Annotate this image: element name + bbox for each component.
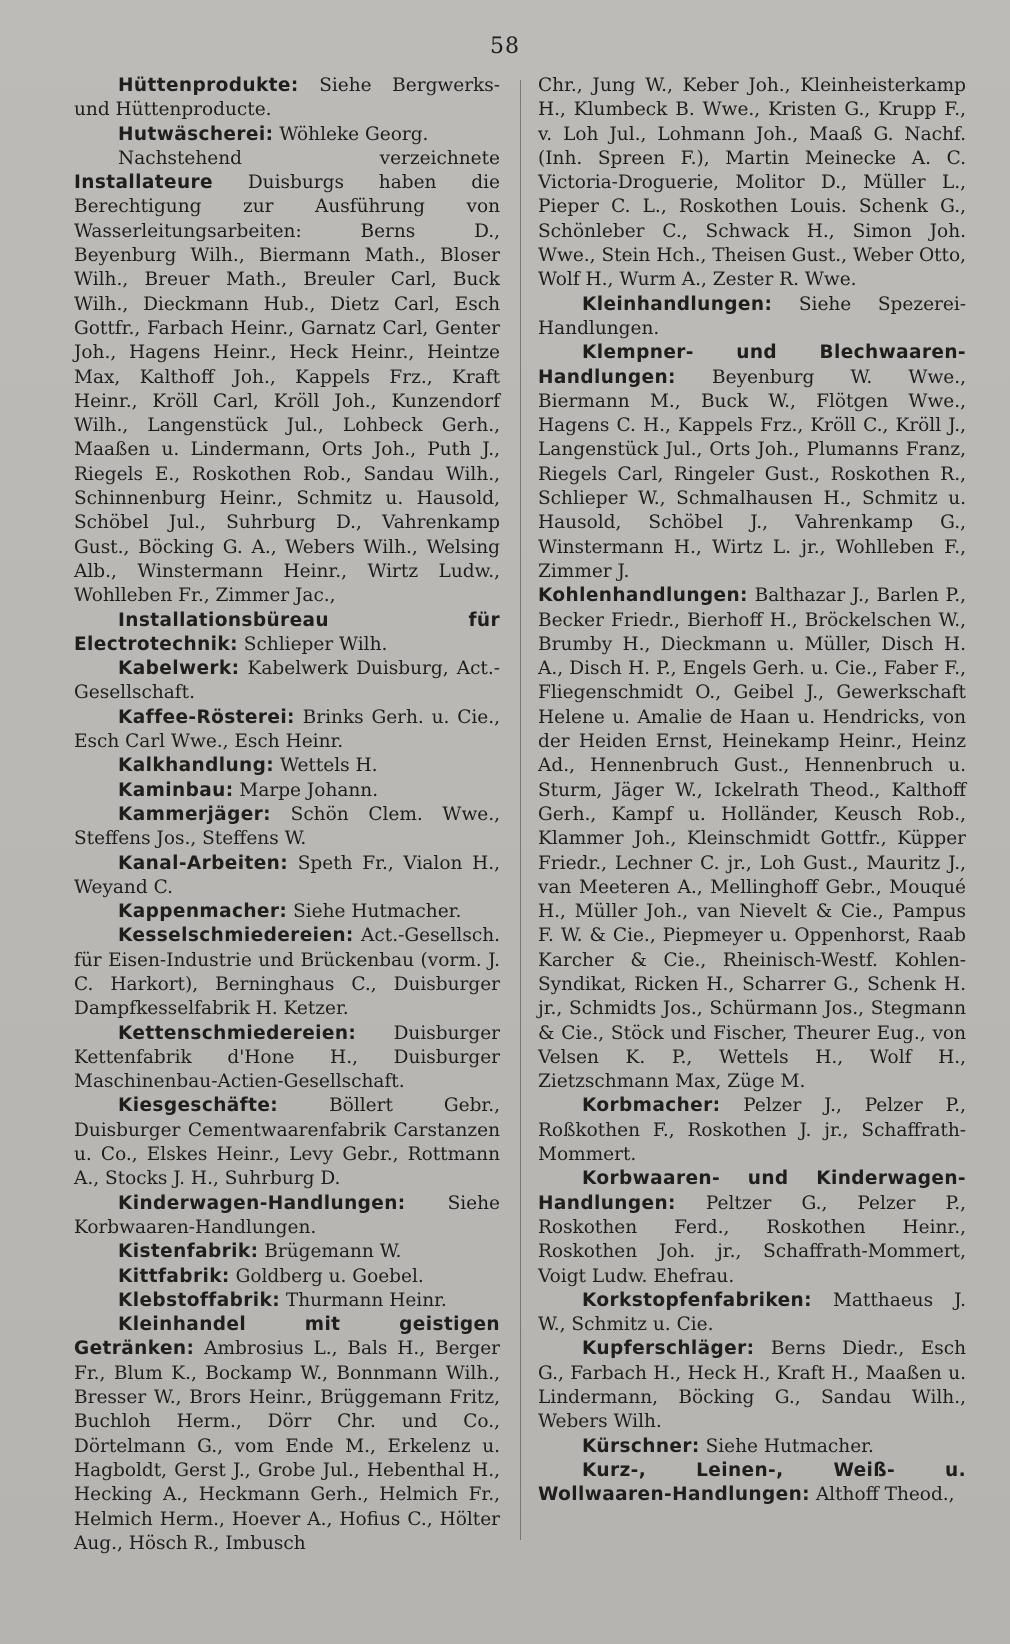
directory-entry bbox=[74, 1265, 500, 1289]
entry-heading: Installationsbüreau für Electrotechnik: bbox=[74, 609, 500, 655]
entry-heading: Kupferschläger: bbox=[582, 1338, 755, 1360]
directory-entry bbox=[74, 1240, 500, 1264]
entry-text: Kabelwerk Duisburg, Act.-Gesellschaft. bbox=[74, 658, 500, 704]
entry-heading: Kaffee-Rösterei: bbox=[118, 706, 295, 728]
entry-text: Brügemann W. bbox=[258, 1241, 402, 1263]
directory-entry bbox=[538, 1435, 966, 1459]
directory-entry bbox=[538, 584, 966, 1094]
entry-heading: Kürschner: bbox=[582, 1435, 700, 1457]
entry-text: Pelzer J., Pelzer P., Roßkothen F., Roskothen J. jr., Schaffrath-Mommert. bbox=[538, 1095, 966, 1166]
directory-entry bbox=[74, 1192, 500, 1241]
entry-heading: Korbmacher: bbox=[582, 1095, 721, 1117]
entry-text: Balthazar J., Barlen P., Becker Friedr., Bierhoff H., Bröckelschen W., Brumby H., Dieckmann u. Müller, Disch H. A., Disch H. P., Engels Gerh. u. Cie., Faber F., Fliegenschmidt O., Geibel J., Gewerkschaft Helene u. Amalie de Haan u. Hendricks, von der Heiden Ernst, Heinekamp Heinr., Heinz Ad., Hennenbruch Gust., Hennenbruch u. Sturm, Jäger W., Ickelrath Theod., Kalthoff Gerh., Kampf u. Holländer, Keusch Rob., Klammer Joh., Kleinschmidt Gottfr., Küpper Friedr., Lechner C. jr., Loh Gust., Mauritz J., van Meeteren A., Mellinghoff Gebr., Mouqué H., Müller Joh., van Nievelt & Cie., Pampus F. W. & Cie., Piepmeyer u. Oppenhorst, Raab Karcher & Cie., Rheinisch-Westf. Kohlen-Syndikat, Ricken H., Scharrer G., Schenk H. jr., Schmidts Jos., Schürmann Jos., Stegmann & Cie., Stöck und Fischer, Theurer Eug., von Velsen K. P., Wettels H., Wolf H., Zietzschmann Max, Züge M. bbox=[538, 585, 966, 1093]
entry-text: Speth Fr., Vialon H., Weyand C. bbox=[74, 852, 500, 898]
entry-heading: Kalkhandlung: bbox=[118, 755, 275, 777]
entry-heading: Kabelwerk: bbox=[118, 658, 240, 680]
directory-entry bbox=[74, 1289, 500, 1313]
entry-text: Siehe Hutmacher. bbox=[287, 901, 462, 923]
entry-heading: Kurz-, Leinen-, Weiß- u. Wollwaaren-Handlungen: bbox=[538, 1459, 966, 1506]
entry-heading: Kittfabrik: bbox=[118, 1265, 230, 1287]
directory-entry bbox=[74, 852, 500, 901]
directory-entry bbox=[74, 74, 500, 123]
directory-entry bbox=[74, 1313, 500, 1556]
directory-entry bbox=[538, 341, 966, 584]
entry-text: Thurmann Heinr. bbox=[280, 1289, 447, 1311]
entry-heading: Kappenmacher: bbox=[118, 901, 288, 923]
directory-entry bbox=[74, 779, 500, 803]
directory-entry bbox=[74, 900, 500, 924]
entry-text: Siehe Korbwaaren-Handlungen. bbox=[74, 1192, 500, 1238]
entry-text: Siehe Hutmacher. bbox=[699, 1435, 874, 1457]
entry-heading: Kleinhandel mit geistigen Getränken: bbox=[74, 1314, 500, 1360]
entry-text: Matthaeus J. W., Schmitz u. Cie. bbox=[538, 1289, 966, 1336]
directory-entry bbox=[538, 293, 966, 342]
entry-text: Act.-Gesellsch. für Eisen-Industrie und Brückenbau (vorm. J. C. Harkort), Berninghaus C., Duisburger Dampfkesselfabrik H. Ketzer. bbox=[74, 925, 500, 1020]
entry-text: Schlieper Wilh. bbox=[237, 633, 388, 655]
entry-text: Ambrosius L., Bals H., Berger Fr., Blum K., Bockamp W., Bonnmann Wilh., Bresser W., Brors Heinr., Brüggemann Fritz, Buchloh Herm., Dörr Chr. und Co., Dörtelmann G., vom Ende M., Erkelenz u. Hagboldt, Gerst J., Grobe Jul., Hebenthal H., Hecking A., Heckmann Gerh., Helmich Fr., Helmich Herm., Hoever A., Hofius C., Hölter Aug., Hösch R., Imbusch bbox=[74, 1338, 500, 1554]
entry-text: Nachstehend verzeichnete bbox=[118, 147, 500, 169]
entry-heading: Kleinhandlungen: bbox=[582, 293, 773, 315]
entry-text: Siehe Spezerei-Handlungen. bbox=[538, 293, 966, 339]
directory-entry bbox=[538, 1094, 966, 1167]
directory-entry bbox=[74, 803, 500, 852]
entry-text: Goldberg u. Goebel. bbox=[229, 1265, 424, 1287]
directory-entry bbox=[74, 657, 500, 706]
directory-entry bbox=[74, 754, 500, 778]
directory-entry bbox=[74, 609, 500, 658]
page-number: 58 bbox=[490, 34, 520, 59]
directory-entry bbox=[538, 74, 966, 293]
directory-entry bbox=[74, 924, 500, 1021]
entry-heading: Kinderwagen-Handlungen: bbox=[118, 1192, 406, 1214]
entry-text: Peltzer G., Pelzer P., Roskothen Ferd., Roskothen Heinr., Roskothen Joh. jr., Schaffrath-Mommert, Voigt Ludw. Ehefrau. bbox=[538, 1192, 966, 1287]
entry-heading: Kettenschmiedereien: bbox=[118, 1022, 357, 1044]
entry-text: Beyenburg W. Wwe., Biermann M., Buck W., Flötgen Wwe., Hagens C. H., Kappels Frz., Kröll C., Kröll J., Langenstück Jul., Orts Joh., Plumanns Franz, Riegels Carl, Ringeler Gust., Roskothen R., Schlieper W., Schmalhausen H., Schmitz u. Hausold, Schöbel J., Vahrenkamp G., Winstermann H., Wirtz L. jr., Wohlleben F., Zimmer J. bbox=[538, 366, 966, 582]
directory-entry bbox=[538, 1337, 966, 1434]
directory-entry bbox=[74, 147, 500, 609]
entry-text: Siehe Bergwerks- und Hüttenproducte. bbox=[74, 75, 500, 121]
entry-text: Schön Clem. Wwe., Steffens Jos., Steffens W. bbox=[74, 803, 500, 850]
entry-text: Wöhleke Georg. bbox=[273, 123, 429, 145]
entry-heading: Kammerjäger: bbox=[118, 803, 271, 825]
entry-heading: Kiesgeschäfte: bbox=[118, 1095, 279, 1117]
right-column bbox=[538, 74, 966, 1508]
entry-text: Chr., Jung W., Keber Joh., Kleinheisterkamp H., Klumbeck B. Wwe., Kristen G., Krupp F., v. Loh Jul., Lohmann Joh., Maaß G. Nachf. (Inh. Spreen F.), Martin Meinecke A. C. Victoria-Droguerie, Molitor D., Müller L., Pieper C. L., Roskothen Louis. Schenk G., Schönleber C., Schwack H., Simon Joh. Wwe., Stein Hch., Theisen Gust., Weber Otto, Wolf H., Wurm A., Zester R. Wwe. bbox=[538, 75, 966, 291]
directory-entry bbox=[74, 1094, 500, 1191]
left-column bbox=[74, 74, 500, 1556]
entry-text: Duisburger Kettenfabrik d'Hone H., Duisburger Maschinenbau-Actien-Gesellschaft. bbox=[74, 1022, 500, 1093]
entry-text: Althoff Theod., bbox=[809, 1484, 955, 1506]
entry-heading: Klebstoffabrik: bbox=[118, 1289, 281, 1311]
entry-heading: Kanal-Arbeiten: bbox=[118, 852, 289, 874]
entry-tail-text: Duisburgs haben die Berechtigung zur Ausführung von Wasserleitungsarbeiten: Berns D., Beyenburg Wilh., Biermann Math., Bloser Wilh., Breuer Math., Breuler Carl, Buck Wilh., Dieckmann Hub., Dietz Carl, Esch Gottfr., Farbach Heinr., Garnatz Carl, Genter Joh., Hagens Heinr., Heck Heinr., Heintze Max, Kalthoff Joh., Kappels Frz., Kraft Heinr., Kröll Carl, Kröll Joh., Kunzendorf Wilh., Langenstück Jul., Lohbeck Gerh., Maaßen u. Lindermann, Orts Joh., Puth J., Riegels E., Roskothen Rob., Sandau Wilh., Schinnenburg Heinr., Schmitz u. Hausold, Schöbel Jul., Suhrburg D., Vahrenkamp Gust., Böcking G. A., Webers Wilh., Welsing Alb., Winstermann Heinr., Wirtz Ludw., Wohlleben Fr., Zimmer Jac., bbox=[74, 172, 500, 607]
directory-entry bbox=[74, 1022, 500, 1095]
entry-heading: Hutwäscherei: bbox=[118, 123, 274, 145]
entry-heading: Kohlenhandlungen: bbox=[538, 585, 748, 607]
entry-heading: Korkstopfenfabriken: bbox=[582, 1289, 812, 1311]
entry-text: Marpe Johann. bbox=[233, 779, 379, 801]
directory-entry bbox=[74, 706, 500, 755]
entry-text: Böllert Gebr., Duisburger Cementwaarenfabrik Carstanzen u. Co., Elskes Heinr., Levy Gebr., Rottmann A., Stocks J. H., Suhrburg D. bbox=[74, 1095, 500, 1190]
entry-inline-heading: Installateure bbox=[74, 172, 213, 194]
entry-text: Berns Diedr., Esch G., Farbach H., Heck H., Kraft H., Maaßen u. Lindermann, Böcking G., Sandau Wilh., Webers Wilh. bbox=[538, 1338, 966, 1433]
column-divider bbox=[520, 80, 521, 1540]
entry-text: Wettels H. bbox=[274, 755, 378, 777]
directory-entry bbox=[538, 1167, 966, 1288]
entry-heading: Kesselschmiedereien: bbox=[118, 925, 354, 947]
entry-heading: Hüttenprodukte: bbox=[118, 75, 299, 96]
directory-entry bbox=[538, 1289, 966, 1338]
entry-heading: Kaminbau: bbox=[118, 779, 234, 801]
entry-text: Brinks Gerh. u. Cie., Esch Carl Wwe., Esch Heinr. bbox=[74, 706, 500, 753]
entry-heading: Kistenfabrik: bbox=[118, 1241, 259, 1263]
directory-entry bbox=[538, 1459, 966, 1508]
entry-heading: Korbwaaren- und Kinderwagen-Handlungen: bbox=[538, 1168, 966, 1214]
entry-heading: Klempner- und Blechwaaren-Handlungen: bbox=[538, 342, 966, 388]
directory-entry bbox=[74, 123, 500, 147]
